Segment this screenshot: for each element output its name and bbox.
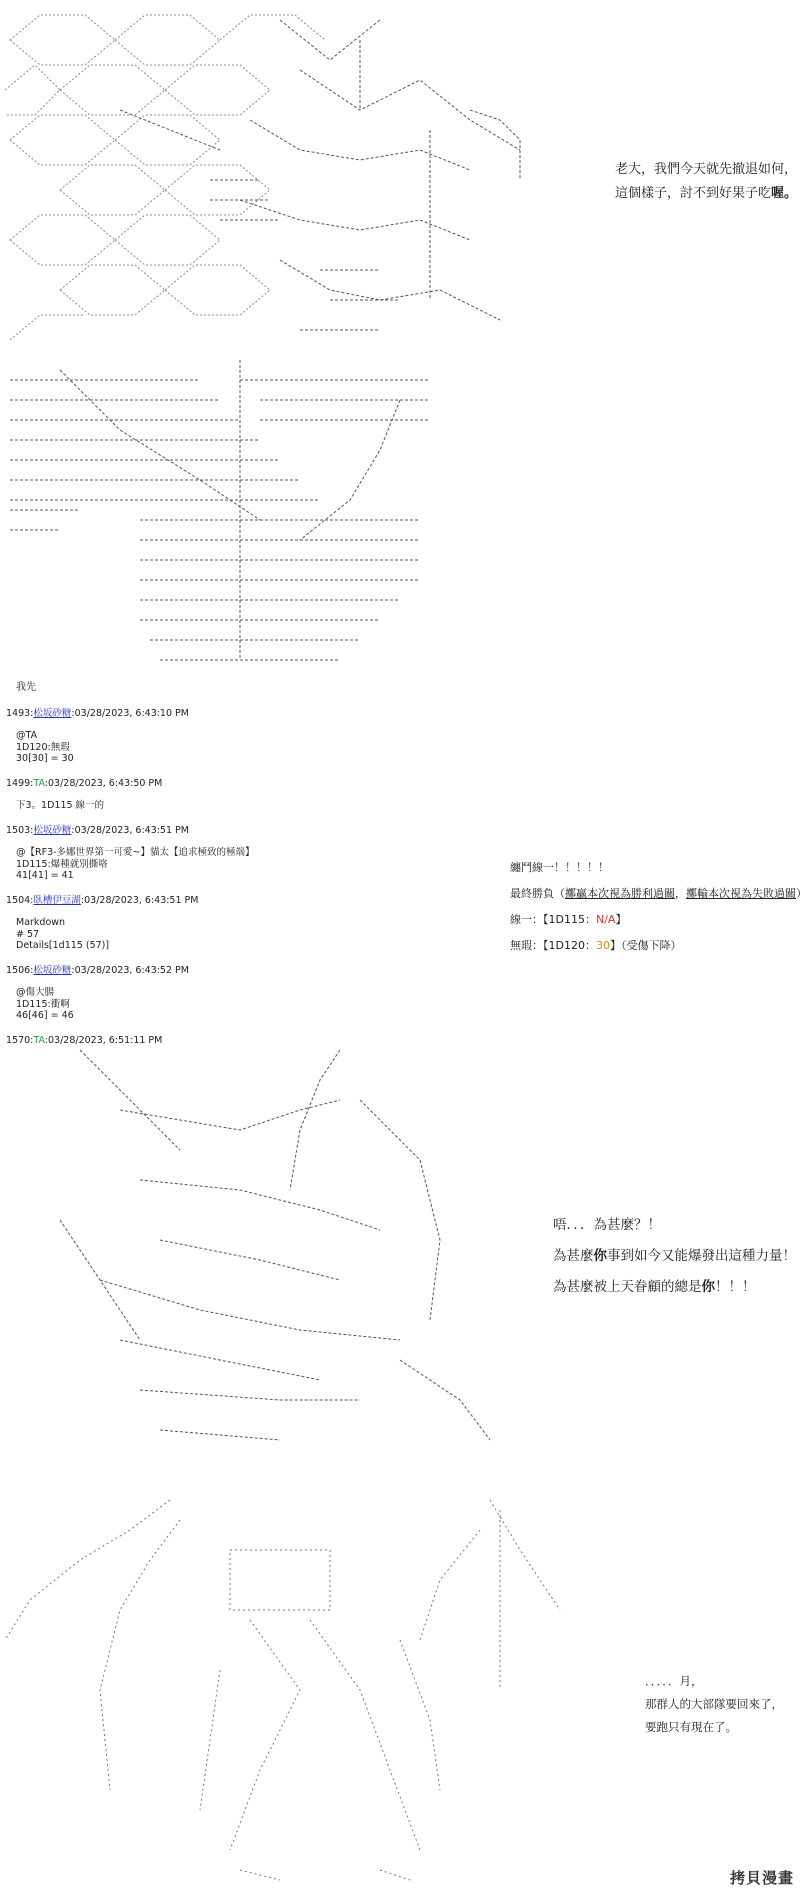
panel-1-line-2: 這個樣子，討不到好果子吃喔。 [615,186,798,201]
log-entry-body [6,730,406,765]
forum-log [6,682,406,1059]
ascii-art-dragon-head [0,360,440,680]
log-entry [6,895,406,952]
log-entry-body [6,800,406,812]
log-entry-body [6,917,406,952]
stats-line-1-value: N/A [595,913,616,926]
log-entry-timestamp: :03/28/2023, 6:51:11 PM [44,1034,163,1046]
log-entry-user[interactable]: 松坂砂糖 [33,707,72,719]
log-entry-number: 1506: [6,964,34,976]
log-entry-body-line: @傷大腸 [16,987,55,998]
log-entry-body-line: 1D120:無瑕 [16,741,70,753]
log-entry-number: 1493: [6,707,34,719]
log-entry-user[interactable]: 松坂砂糖 [33,964,72,976]
log-entry-body-line: 1D115:爆種就別撕咯 [16,858,108,870]
panel-4 [0,1490,800,1890]
dice-stats-box [510,855,807,959]
log-entry-body-line: 1D115:衝啊 [16,998,70,1010]
ascii-art-clawed-beast [40,1040,500,1480]
panel-4-line-3: 要跑只有現在了。 [645,1720,737,1734]
stats-line-2: 無瑕：【1D120：30】（受傷下降） [510,939,682,952]
log-entry-body-line: @【RF3-多娜世界第一可愛~】貓太【追求極致的極端】 [16,847,255,858]
panel-3-line-2: 為甚麼你事到如今又能爆發出這種力量！ [553,1248,796,1264]
stats-line-2-value: 30 [595,939,610,952]
log-entry-header [6,708,406,720]
log-entry-user[interactable]: 松坂砂糖 [33,824,72,836]
log-entry-body-line: 46[46] = 46 [16,1010,74,1021]
log-entry-body [6,987,406,1022]
log-entry-header [6,825,406,837]
panel-3-line-3: 為甚麼被上天眷顧的總是你！！！ [553,1279,756,1295]
log-entry-number: 1570: [6,1034,34,1046]
panel-4-dialog [645,1670,783,1739]
log-entry-timestamp: :03/28/2023, 6:43:51 PM [71,824,189,836]
log-entry-body [6,847,406,882]
log-entry-header [6,778,406,790]
log-entry-body-line: Details[1d115 (57)] [16,940,110,951]
panel-1-line-1: 老大，我們今天就先撤退如何， [615,162,798,177]
panel-4-line-1: ．．．．．月， [645,1674,703,1688]
log-intro: 我先 [16,682,36,693]
log-entry [6,778,406,812]
log-entry [6,965,406,1022]
stats-line-1: 線一：【1D115：N/A】 [510,913,627,926]
log-entry-timestamp: :03/28/2023, 6:43:51 PM [80,894,199,906]
log-entry [6,825,406,882]
log-entry-user[interactable]: 臥槽伊豆湖 [33,894,81,906]
log-entry-body-line: Markdown [16,917,66,928]
log-entry [6,708,406,765]
log-entry-number: 1504: [6,894,34,906]
panel-3-dialog [553,1210,796,1303]
log-entries [6,708,406,1047]
log-entry-user: TA [33,777,45,789]
ascii-art-winged-figure [0,1490,560,1890]
panel-4-line-2: 那群人的大部隊要回來了， [645,1697,783,1711]
log-entry-timestamp: :03/28/2023, 6:43:52 PM [71,964,189,976]
log-entry-header [6,965,406,977]
log-entry-body-line: 30[30] = 30 [16,753,74,764]
log-entry-body-line: 下3。1D115 線一的 [16,800,105,811]
panel-3 [0,1040,800,1480]
log-entry-header [6,895,406,907]
log-entry-body-line: @TA [16,730,38,741]
log-entry-timestamp: :03/28/2023, 6:43:50 PM [44,777,163,789]
panel-3-line-1: 唔．．．為甚麼？！ [553,1217,661,1233]
log-entry-user: TA [33,1034,45,1046]
log-entry-number: 1503: [6,824,34,836]
log-entry-number: 1499: [6,777,34,789]
stats-title: 纏鬥線一！！！！！ [510,861,609,874]
panel-1 [0,0,800,350]
ascii-art-hexagon-shield [0,0,560,350]
log-entry-timestamp: :03/28/2023, 6:43:10 PM [71,707,189,719]
log-entry-body-line: # 57 [16,928,40,940]
stats-rule: 最終勝負（擲贏本次視為勝利過關，擲輸本次視為失敗過關） [510,887,807,900]
log-entry-body-line: 41[41] = 41 [16,870,74,881]
watermark: 拷貝漫畫 [729,1869,794,1887]
panel-1-dialog [615,158,797,206]
